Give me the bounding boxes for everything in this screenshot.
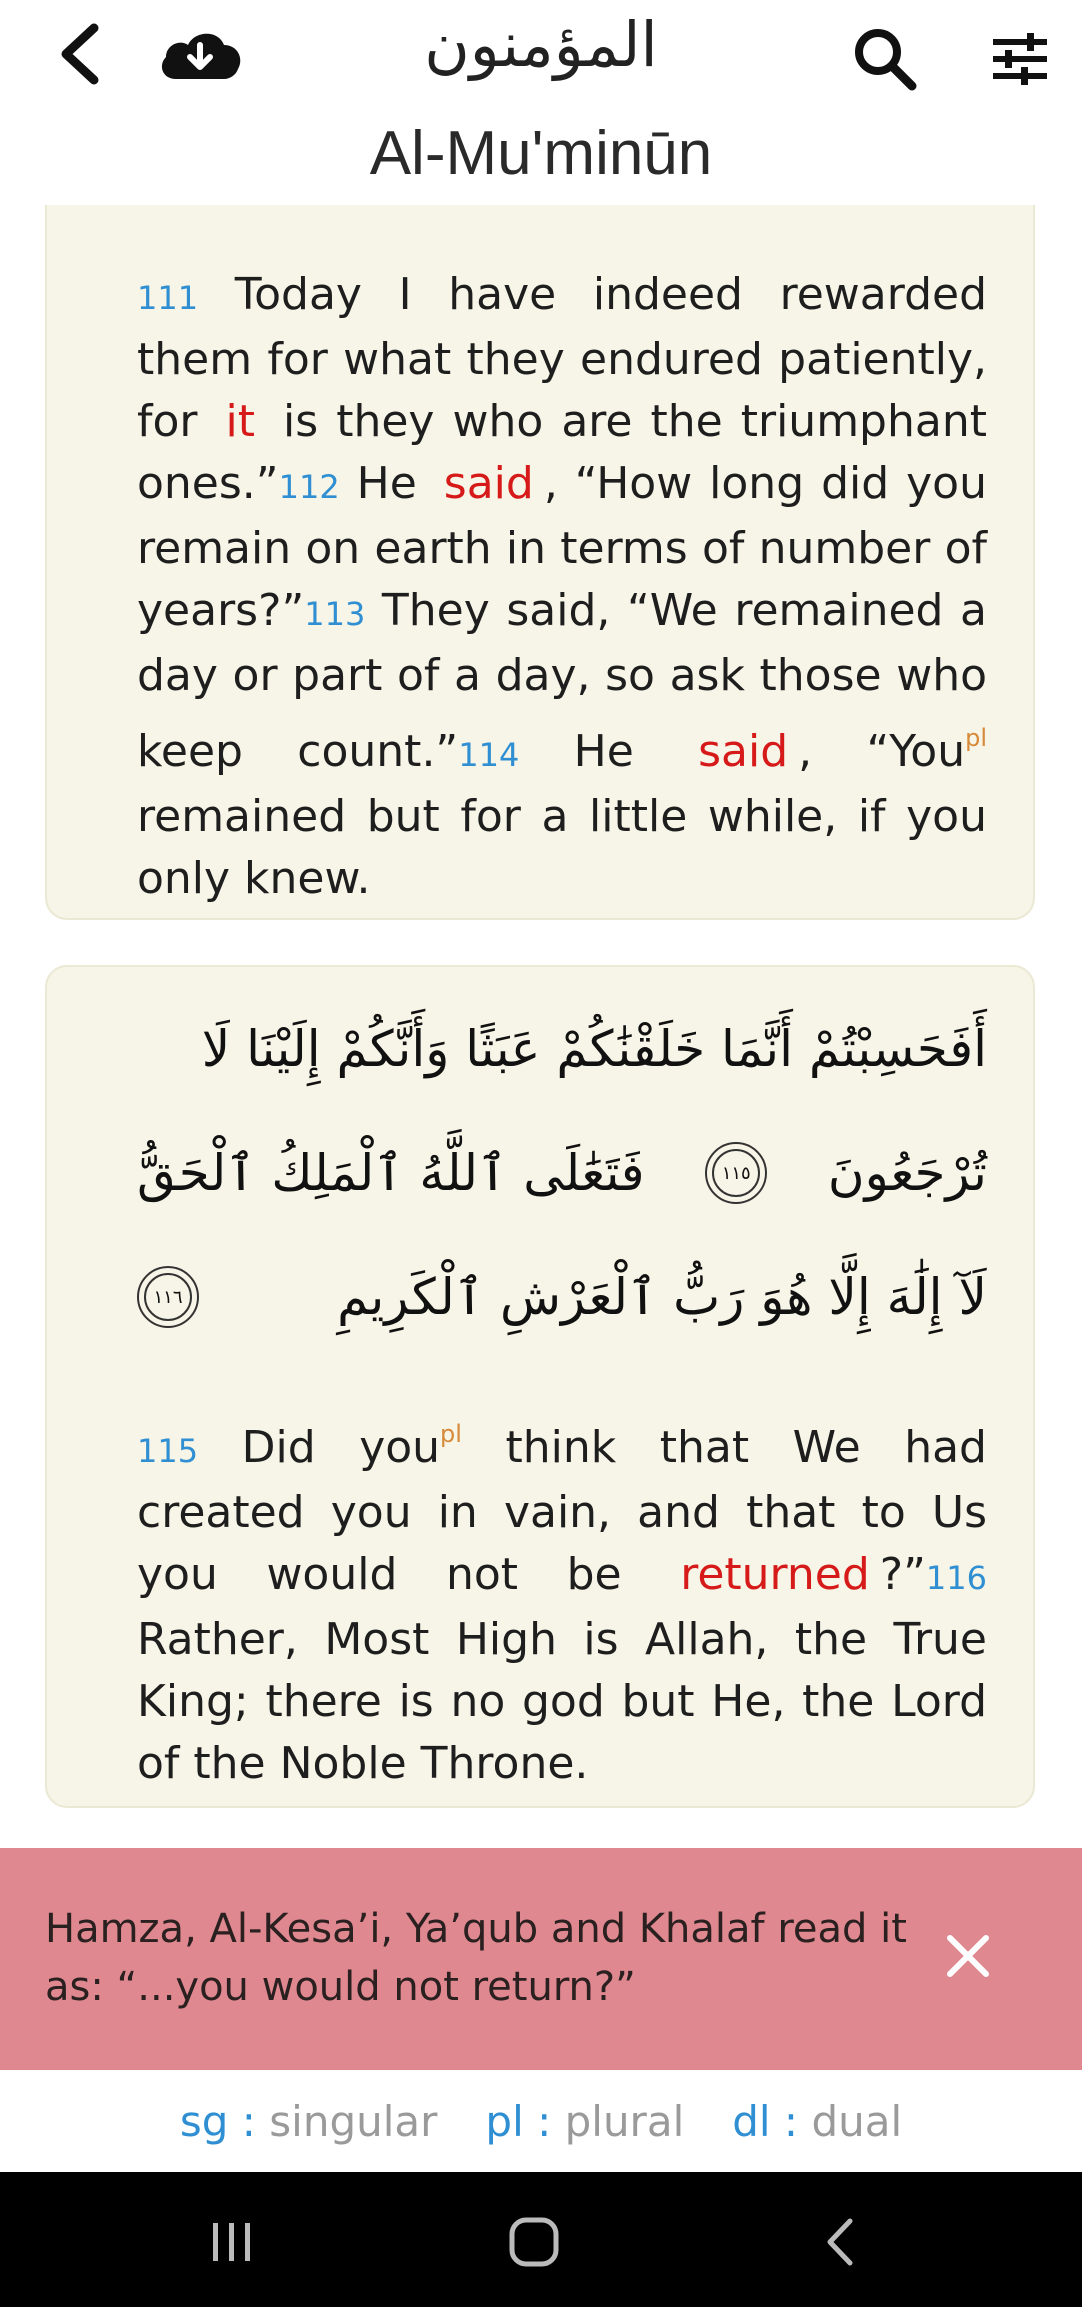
verse-marker-116: ١١٦ [137,1266,199,1328]
verse-marker-115: ١١٥ [705,1142,767,1204]
verse-card[interactable] [45,965,1035,1808]
plural-marker: pl [440,1420,462,1448]
translation-text: is they who are the triumphant ones.” [137,396,987,509]
qiraat-highlight-word[interactable]: said [698,726,789,777]
home-icon [507,2215,561,2269]
back-arrow-icon [820,2215,860,2269]
translation-text: He [339,458,434,509]
sliders-icon [991,31,1049,87]
recent-apps-icon [207,2217,257,2267]
translation-text: remained but for a little while, if you only knew. [137,791,987,904]
arabic-line: تُرْجَعُونَ [827,1144,987,1202]
arabic-line: أَفَحَسِبْتُمْ أَنَّمَا خَلَقْنَٰكُمْ عَبَثًا وَأَنَّكُمْ إِلَيْنَا لَا [201,1020,987,1078]
verse-number[interactable]: 113 [304,595,366,633]
translation-text: He [519,726,689,777]
arabic-line: فَتَعَٰلَى ٱللَّهُ ٱلْمَلِكُ ٱلْحَقُّ [137,1144,645,1202]
legend-item-sg: sg : singular [179,2096,438,2146]
qiraat-note-text: Hamza, Al-Kesa’i, Ya’qub and Khalaf read it as: “...you would not return?” [45,1906,907,2010]
surah-title-english: Al-Mu'minūn [369,119,713,188]
verse-card[interactable] [45,170,1035,920]
recent-apps-button[interactable] [172,2202,292,2282]
arabic-verse-text [137,987,987,1359]
translation-text: ?” [879,1549,926,1600]
qiraat-highlight-word[interactable]: returned [680,1549,870,1600]
surah-title-arabic: المؤمنون [424,8,658,81]
translation-text: , “How long did you remain on earth in terms of number of years?” [137,458,987,636]
translation-text: Rather, Most High is Allah, the True King; there is no god but He, the Lord of the Noble Throne. [137,1614,987,1789]
plural-marker: pl [965,724,987,752]
legend-item-dl: dl : dual [732,2096,903,2146]
verse-number[interactable]: 116 [925,1559,987,1597]
qiraat-note-banner [0,1848,1082,2070]
translation-text: , “You [798,726,966,777]
qiraat-highlight-word[interactable]: it [225,396,256,447]
legend-item-pl: pl : plural [485,2096,685,2146]
close-icon [946,1934,990,1978]
search-icon [852,26,918,92]
verse-number[interactable]: 111 [137,279,199,317]
grammar-legend [0,2070,1082,2172]
search-button[interactable] [840,14,930,104]
verse-number[interactable]: 112 [278,468,340,506]
close-button[interactable] [930,1918,1005,1993]
translation-text: Did you [198,1422,441,1473]
verse-translation [137,1403,987,1795]
app-header [0,0,1082,205]
settings-button[interactable] [975,14,1065,104]
verse-translation [137,264,987,910]
qiraat-highlight-word[interactable]: said [443,458,534,509]
verse-number[interactable]: 114 [458,736,520,774]
home-button[interactable] [474,2202,594,2282]
translation-text: think that We had created you in vain, and that to Us you would not be [137,1422,987,1600]
system-navigation-bar [0,2172,1082,2307]
translation-text: Today I have indeed rewarded them for what they endured patiently, for [137,269,987,447]
verse-number[interactable]: 115 [137,1432,199,1470]
translation-text: They said, “We remained a day or part of a day, so ask those who keep count.” [137,585,987,777]
arabic-line: لَآ إِلَٰهَ إِلَّا هُوَ رَبُّ ٱلْعَرْشِ ٱلْكَرِيمِ [337,1268,987,1326]
system-back-button[interactable] [780,2202,900,2282]
